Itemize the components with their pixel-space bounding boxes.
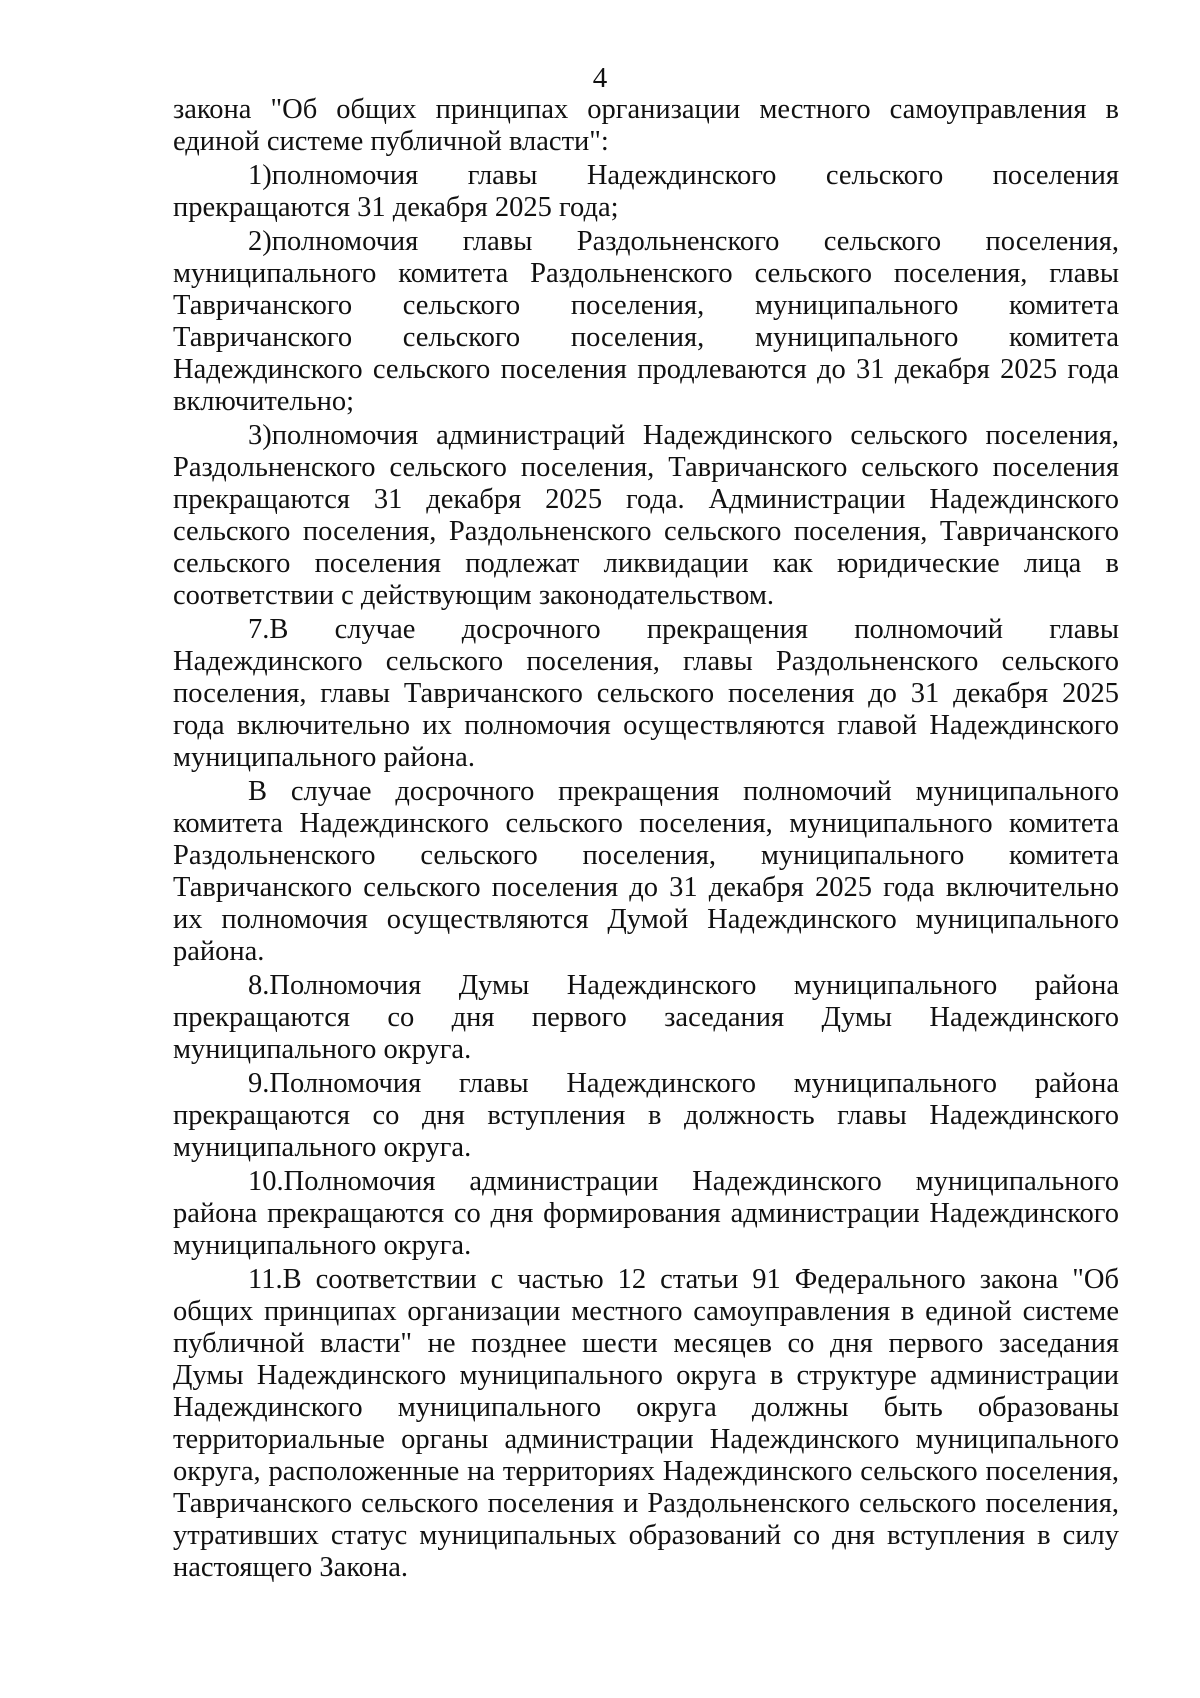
paragraph-item-1: 1)полномочия главы Надеждинского сельского поселения прекращаются 31 декабря 2025 года; xyxy=(173,160,1119,223)
page-number: 4 xyxy=(592,62,608,94)
document-body xyxy=(173,94,1119,1584)
paragraph-continuation: закона "Об общих принципах организации местного самоуправления в единой системе публичной власти": xyxy=(173,94,1119,157)
paragraph-section-8: 8.Полномочия Думы Надеждинского муниципального района прекращаются со дня первого заседания Думы Надеждинского муниципального округа. xyxy=(173,970,1119,1065)
paragraph-section-11: 11.В соответствии с частью 12 статьи 91 Федерального закона "Об общих принципах организации местного самоуправления в единой системе публичной власти" не позднее шести месяцев со дня первого заседания Думы Надеждинского муниципального округа в структуре администрации Надеждинского муниципального округа должны быть образованы территориальные органы администрации Надеждинского муниципального округа, расположенные на территориях Надеждинского сельского поселения, Тавричанского сельского поселения и Раздольненского сельского поселения, утративших статус муниципальных образований со дня вступления в силу настоящего Закона. xyxy=(173,1264,1119,1583)
paragraph-item-3: 3)полномочия администраций Надеждинского сельского поселения, Раздольненского сельского поселения, Тавричанского сельского поселения прекращаются 31 декабря 2025 года. Администрации Надеждинского сельского поселения, Раздольненского сельского поселения, Тавричанского сельского поселения подлежат ликвидации как юридические лица в соответствии с действующим законодательством. xyxy=(173,420,1119,611)
paragraph-section-7-part-2: В случае досрочного прекращения полномочий муниципального комитета Надеждинского сельского поселения, муниципального комитета Раздольненского сельского поселения, муниципального комитета Тавричанского сельского поселения до 31 декабря 2025 года включительно их полномочия осуществляются Думой Надеждинского муниципального района. xyxy=(173,776,1119,967)
paragraph-section-10: 10.Полномочия администрации Надеждинского муниципального района прекращаются со дня формирования администрации Надеждинского муниципального округа. xyxy=(173,1166,1119,1261)
paragraph-section-7: 7.В случае досрочного прекращения полномочий главы Надеждинского сельского поселения, главы Раздольненского сельского поселения, главы Тавричанского сельского поселения до 31 декабря 2025 года включительно их полномочия осуществляются главой Надеждинского муниципального района. xyxy=(173,614,1119,773)
paragraph-section-9: 9.Полномочия главы Надеждинского муниципального района прекращаются со дня вступления в должность главы Надеждинского муниципального округа. xyxy=(173,1068,1119,1163)
paragraph-item-2: 2)полномочия главы Раздольненского сельского поселения, муниципального комитета Раздольненского сельского поселения, главы Тавричанского сельского поселения, муниципального комитета Тавричанского сельского поселения, муниципального комитета Надеждинского сельского поселения продлеваются до 31 декабря 2025 года включительно; xyxy=(173,226,1119,417)
